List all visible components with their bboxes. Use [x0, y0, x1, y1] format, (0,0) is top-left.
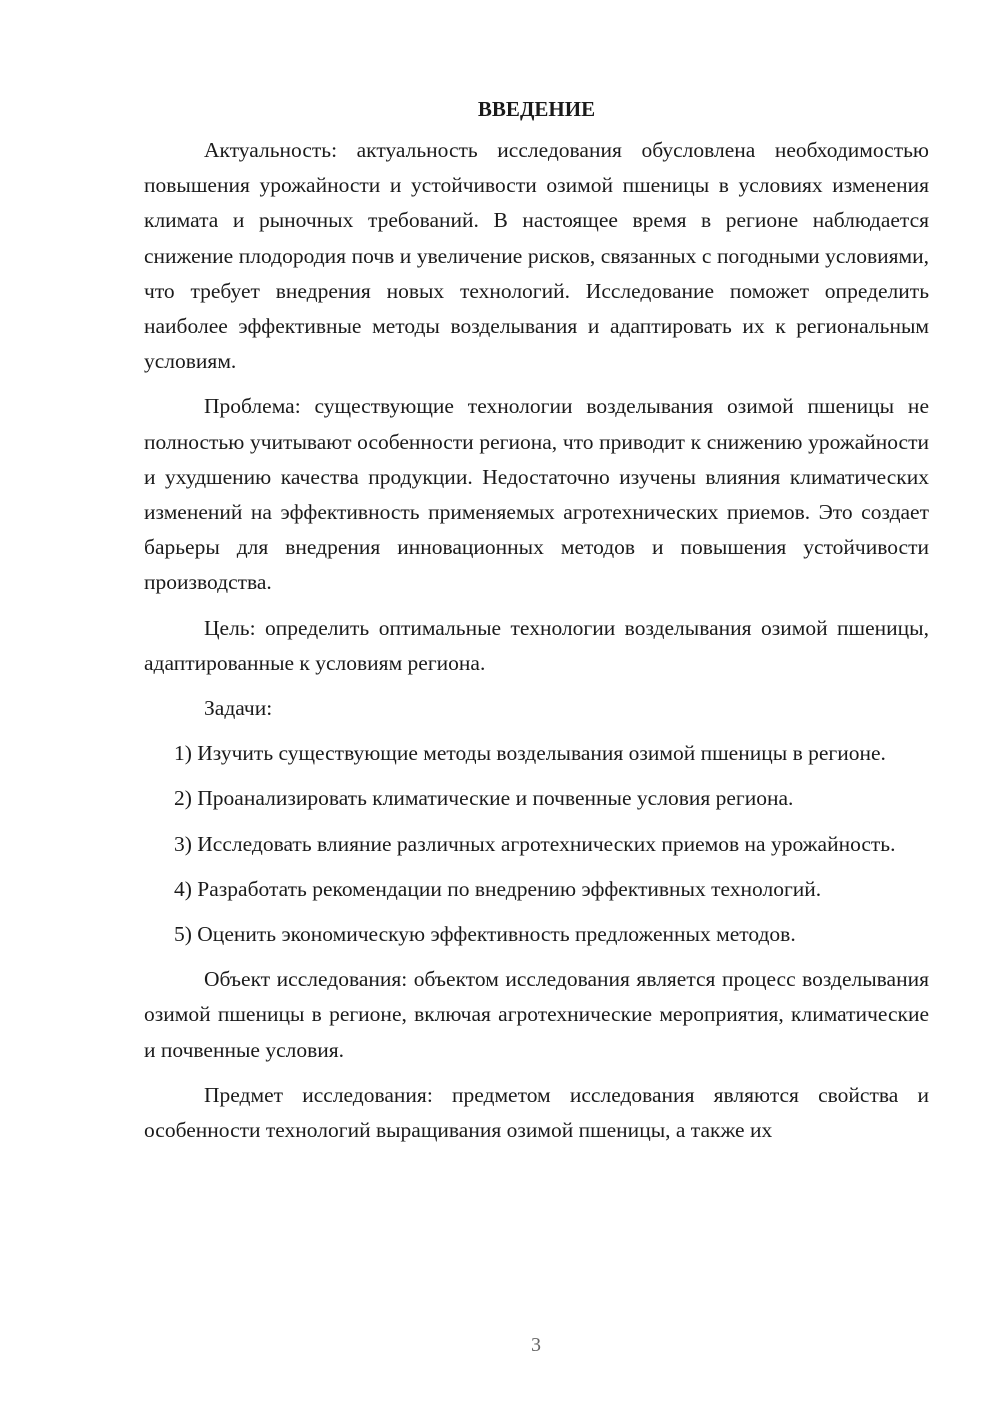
- page-heading: ВВЕДЕНИЕ: [477, 97, 596, 121]
- task-item: 5) Оценить экономическую эффективность предложенных методов.: [174, 922, 796, 947]
- task-item: 1) Изучить существующие методы возделывания озимой пшеницы в регионе.: [174, 741, 886, 766]
- tasks-label: Задачи:: [204, 696, 273, 721]
- task-item: 3) Исследовать влияние различных агротехнических приемов на урожайность.: [174, 831, 896, 856]
- paragraph-goal: Цель: определить оптимальные технологии возделывания озимой пшеницы, адаптированные к условиям региона.: [144, 615, 929, 675]
- task-item: 2) Проанализировать климатические и почвенные условия региона.: [174, 786, 794, 811]
- task-item: 4) Разработать рекомендации по внедрению эффективных технологий.: [174, 876, 822, 901]
- paragraph-relevance: Актуальность: актуальность исследования обусловлена необходимостью повышения урожайности и устойчивости озимой пшеницы в условиях изменения климата и рыночных требований. В настоящее время в регионе наблюдается снижение плодородия почв и увеличение рисков, связанных с погодными условиями, что требует внедрения новых технологий. Исследование поможет определить наиболее эффективные методы возделывания и адаптировать их к региональным условиям.: [144, 138, 929, 374]
- paragraph-object: Объект исследования: объектом исследования является процесс возделывания озимой пшеницы в регионе, включая агротехнические мероприятия, климатические и почвенные условия.: [144, 967, 929, 1062]
- paragraph-subject: Предмет исследования: предметом исследования являются свойства и особенности технологий выращивания озимой пшеницы, а также их: [144, 1082, 929, 1143]
- paragraph-problem: Проблема: существующие технологии возделывания озимой пшеницы не полностью учитывают особенности региона, что приводит к снижению урожайности и ухудшению качества продукции. Недостаточно изучены влияния климатических изменений на эффективность применяемых агротехнических приемов. Это создает барьеры для внедрения инновационных методов и повышения устойчивости производства.: [144, 394, 929, 595]
- page-number: 3: [531, 1334, 541, 1356]
- tasks-list: [144, 736, 929, 952]
